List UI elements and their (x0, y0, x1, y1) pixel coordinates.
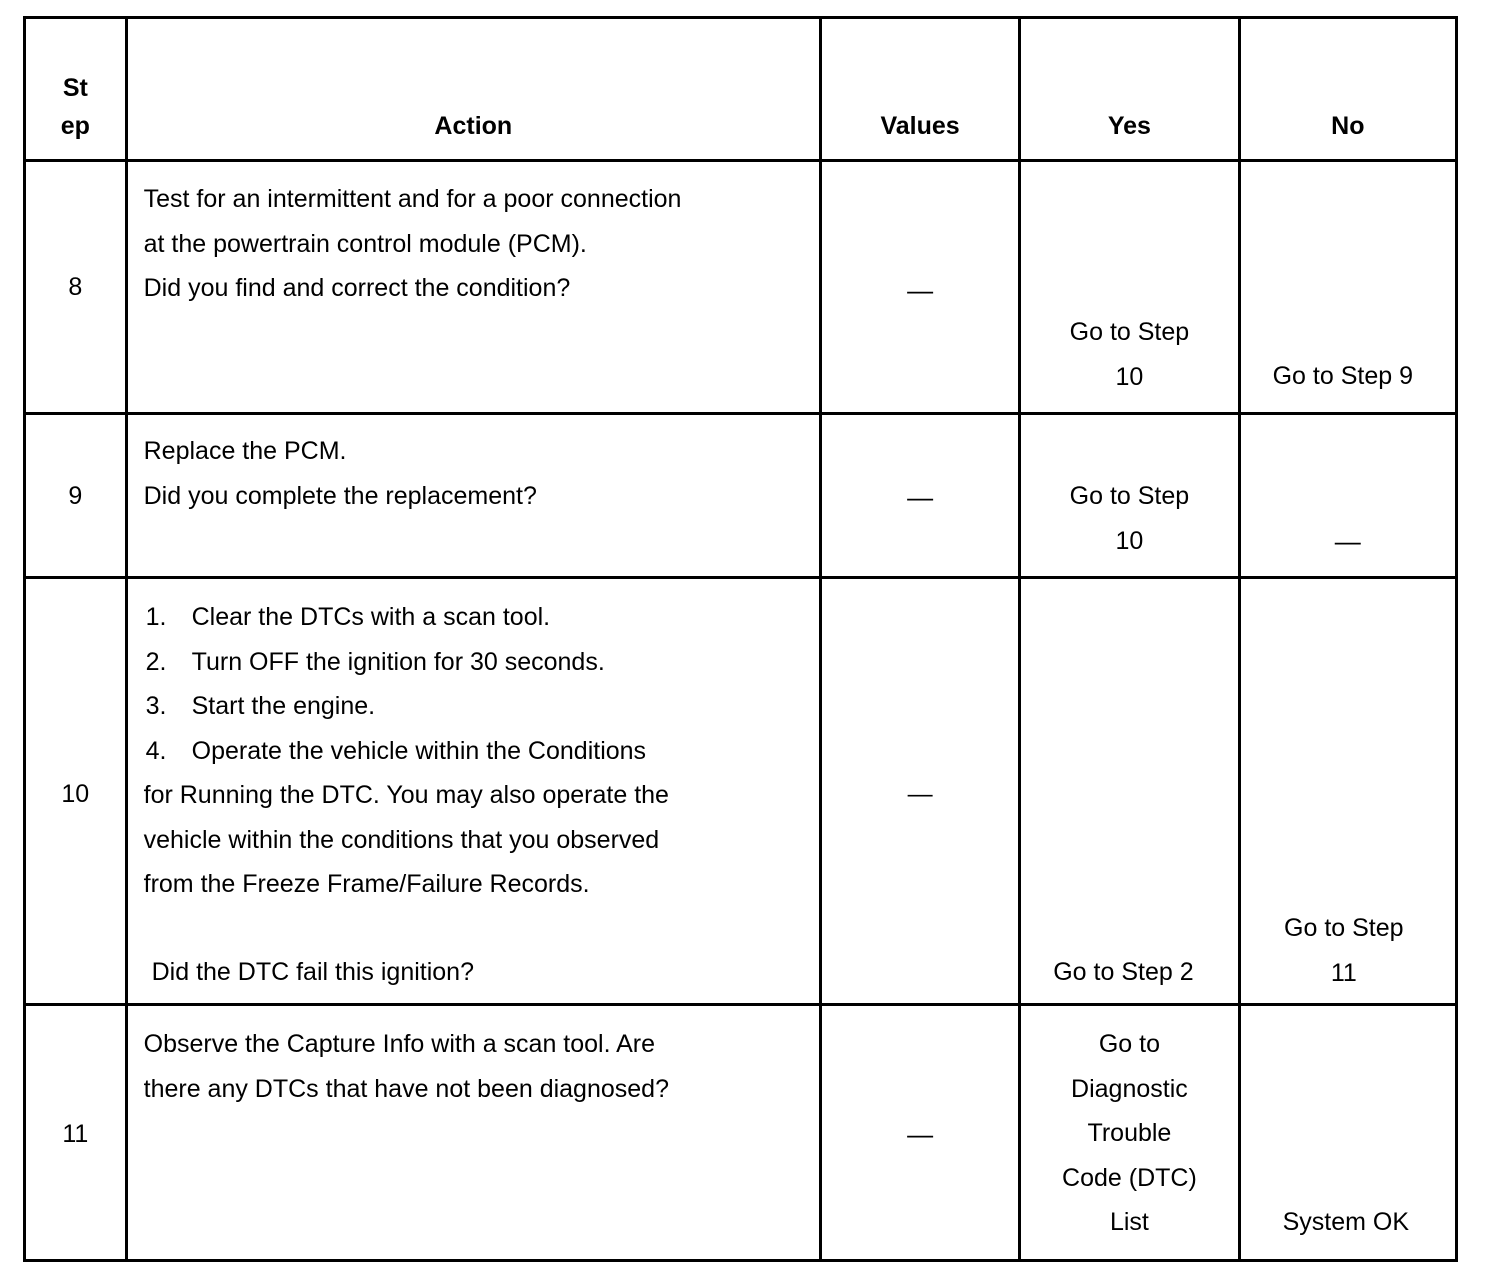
no-cell (1239, 161, 1456, 414)
action-line: from the Freeze Frame/Failure Records. (143, 870, 590, 898)
values-cell (820, 161, 1019, 414)
no-dash: — (1334, 526, 1361, 556)
action-line: Test for an intermittent and for a poor connection (143, 185, 682, 213)
action-cell (126, 1005, 820, 1261)
action-question: Did the DTC fail this ignition? (151, 958, 474, 986)
yes-cell (1020, 1005, 1239, 1261)
list-item: 2. Turn OFF the ignition for 30 seconds. (145, 647, 605, 676)
header-values: Values (820, 18, 1019, 161)
step-cell (25, 578, 127, 1005)
yes-link[interactable]: Go to Step (1069, 482, 1190, 510)
action-cell (126, 578, 820, 1005)
no-cell (1239, 578, 1456, 1005)
values-cell (820, 414, 1019, 578)
action-line: there any DTCs that have not been diagnosed? (143, 1074, 669, 1103)
step-number: 9 (68, 482, 83, 510)
table-row (25, 1005, 1457, 1261)
header-action: Action (126, 18, 820, 161)
values-dash: — (907, 482, 934, 512)
no-cell (1239, 414, 1456, 578)
header-no: No (1239, 18, 1456, 161)
header-row (25, 18, 1457, 161)
yes-link[interactable]: List (1109, 1208, 1149, 1236)
diagnostic-table (23, 16, 1458, 1262)
no-link[interactable]: 11 (1330, 958, 1357, 987)
step-cell (25, 161, 127, 414)
header-step-line1: St (62, 74, 88, 102)
step-number: 8 (68, 273, 83, 301)
table-row (25, 414, 1457, 578)
action-line: for Running the DTC. You may also operate the (143, 781, 669, 809)
yes-link[interactable]: Go to (1098, 1030, 1160, 1058)
header-step (25, 18, 127, 161)
action-line: Did you complete the replacement? (143, 481, 537, 510)
values-dash: — (907, 1119, 934, 1149)
table-row (25, 578, 1457, 1005)
yes-link[interactable]: Diagnostic (1071, 1074, 1188, 1103)
no-link[interactable]: Go to Step 9 (1272, 362, 1413, 390)
step-number: 11 (62, 1120, 89, 1148)
header-step-line2: ep (60, 112, 90, 140)
no-result: System OK (1282, 1208, 1410, 1236)
list-item: 3. Start the engine. (145, 692, 376, 720)
yes-link[interactable]: Code (DTC) (1062, 1163, 1197, 1192)
values-cell (820, 1005, 1019, 1261)
yes-link[interactable]: Go to Step (1069, 318, 1190, 346)
yes-link[interactable]: Go to Step 2 (1053, 958, 1194, 986)
step-cell (25, 414, 127, 578)
action-cell (126, 161, 820, 414)
yes-link[interactable]: 10 (1115, 362, 1144, 391)
action-line: vehicle within the conditions that you observed (143, 825, 660, 854)
action-line: Observe the Capture Info with a scan tool. Are (143, 1030, 656, 1058)
yes-cell (1020, 414, 1239, 578)
action-line: Did you find and correct the condition? (143, 274, 571, 302)
yes-link[interactable]: 10 (1115, 526, 1144, 555)
action-line: at the powertrain control module (PCM). (143, 229, 587, 258)
yes-cell (1020, 578, 1239, 1005)
list-item: 4. Operate the vehicle within the Conditions (145, 736, 647, 765)
values-dash: — (907, 780, 933, 808)
step-cell (25, 1005, 127, 1261)
table-row (25, 161, 1457, 414)
yes-cell (1020, 161, 1239, 414)
values-dash: — (907, 275, 934, 305)
no-cell (1239, 1005, 1456, 1261)
header-yes: Yes (1020, 18, 1239, 161)
yes-link[interactable]: Trouble (1087, 1119, 1172, 1147)
step-number: 10 (61, 780, 90, 808)
no-link[interactable]: Go to Step (1284, 914, 1404, 942)
list-item: 1. Clear the DTCs with a scan tool. (145, 603, 551, 631)
action-line: Replace the PCM. (143, 437, 347, 465)
values-cell (820, 578, 1019, 1005)
action-cell (126, 414, 820, 578)
